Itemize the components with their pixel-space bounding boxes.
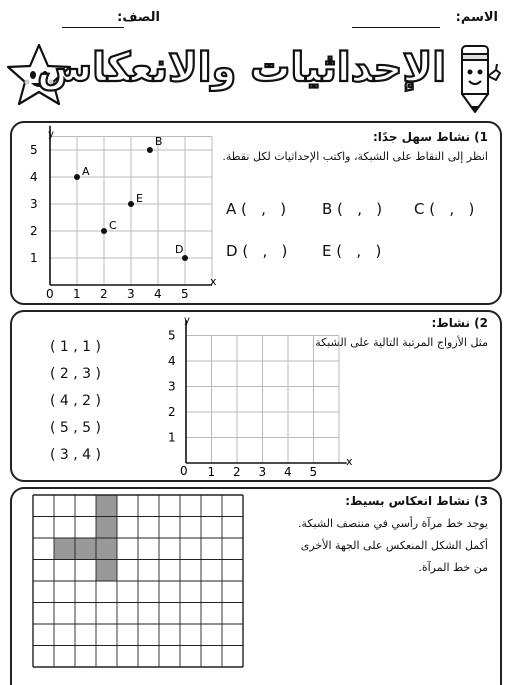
- q1-coordinate-grid: [20, 125, 230, 301]
- q1-y-tick-label: 4: [30, 170, 38, 184]
- q2-x-tick-label: 3: [258, 465, 267, 478]
- q2-x-axis-label: x: [346, 455, 353, 468]
- q1-y-tick-label: 3: [30, 197, 38, 211]
- shaded-cell: [54, 538, 75, 560]
- class-blank-line[interactable]: [62, 27, 124, 28]
- q1-x-tick-label: 4: [154, 287, 162, 301]
- shaded-cell: [75, 538, 96, 560]
- point-B: [147, 147, 153, 153]
- point-C: [101, 228, 107, 234]
- q2-x-tick-label: 2: [233, 465, 241, 478]
- q1-x-tick-label: 2: [100, 287, 108, 301]
- pair-4: ( 5 , 5 ): [50, 420, 101, 436]
- q2-y-tick-label: 4: [168, 354, 176, 368]
- q1-x-tick-label: 5: [181, 287, 189, 301]
- q2-origin-label: 0: [180, 464, 188, 478]
- point-label-B: B: [154, 135, 163, 148]
- q1-y-tick-label: 5: [30, 143, 38, 157]
- activity-3-line-1: يوجد خط مرآة رأسي في منتصف الشبكة.: [298, 517, 488, 530]
- q1-x-tick-label: 3: [127, 287, 135, 301]
- q2-y-tick-label: 3: [168, 379, 176, 394]
- activity-1-instruction: انظر إلى النقاط على الشبكة، واكتب الإحداثيات لكل نقطة.: [222, 150, 488, 163]
- pencil-mascot-icon: [448, 40, 508, 114]
- pair-5: ( 3 , 4 ): [50, 447, 101, 463]
- point-E: [128, 201, 134, 207]
- q1-origin-label: 0: [46, 287, 54, 301]
- reflection-grid[interactable]: [32, 494, 244, 669]
- class-label: الصف:: [117, 10, 160, 25]
- answer-A[interactable]: A ( , ): [226, 200, 287, 218]
- point-label-E: E: [136, 192, 143, 205]
- q1-y-axis-label: y: [48, 129, 54, 140]
- point-A: [74, 174, 80, 180]
- name-blank-line[interactable]: [352, 27, 440, 28]
- q2-y-tick-label: 1: [168, 430, 176, 445]
- answer-E[interactable]: E ( , ): [322, 242, 382, 260]
- q2-y-tick-label: 5: [168, 328, 176, 343]
- activity-2-instruction: مثل الأزواج المرتبة التالية على الشبكة.: [311, 336, 488, 349]
- answer-C[interactable]: C ( , ): [414, 200, 475, 218]
- shaded-cell: [96, 560, 117, 582]
- shaded-cell: [96, 495, 117, 517]
- answer-B[interactable]: B ( , ): [322, 200, 383, 218]
- pair-1: ( 1 , 1 ): [50, 339, 101, 355]
- shaded-cell: [96, 538, 117, 560]
- q1-x-tick-label: 1: [73, 287, 81, 301]
- pair-2: ( 2 , 3 ): [50, 366, 101, 382]
- shaded-cell: [96, 517, 117, 539]
- point-label-C: C: [109, 219, 117, 232]
- activity-3-line-2: أكمل الشكل المنعكس على الجهة الأخرى: [300, 539, 488, 552]
- answer-D[interactable]: D ( , ): [226, 242, 288, 260]
- activity-3-line-3: من خط المرآة.: [418, 561, 488, 574]
- q2-x-tick-label: 5: [309, 465, 318, 478]
- activity-1-title: 1) نشاط سهل جدًا:: [373, 130, 488, 144]
- name-label: الاسم:: [455, 10, 498, 25]
- q2-x-tick-label: 1: [207, 465, 216, 478]
- q2-y-tick-label: 2: [168, 405, 176, 419]
- q2-coordinate-grid[interactable]: [160, 313, 360, 478]
- point-label-A: A: [82, 165, 90, 178]
- q2-x-tick-label: 4: [284, 465, 292, 478]
- q1-y-tick-label: 1: [30, 251, 38, 265]
- activity-3-title: 3) نشاط انعكاس بسيط:: [345, 494, 488, 508]
- pair-3: ( 4 , 2 ): [50, 393, 101, 409]
- q1-y-tick-label: 2: [30, 224, 38, 238]
- activity-2-title: 2) نشاط:: [431, 316, 488, 330]
- q2-y-axis-label: y: [184, 315, 190, 326]
- point-label-D: D: [175, 243, 184, 256]
- q1-x-axis-label: x: [210, 275, 217, 288]
- page-title: الإحداثيات والانعكاس: [36, 45, 446, 91]
